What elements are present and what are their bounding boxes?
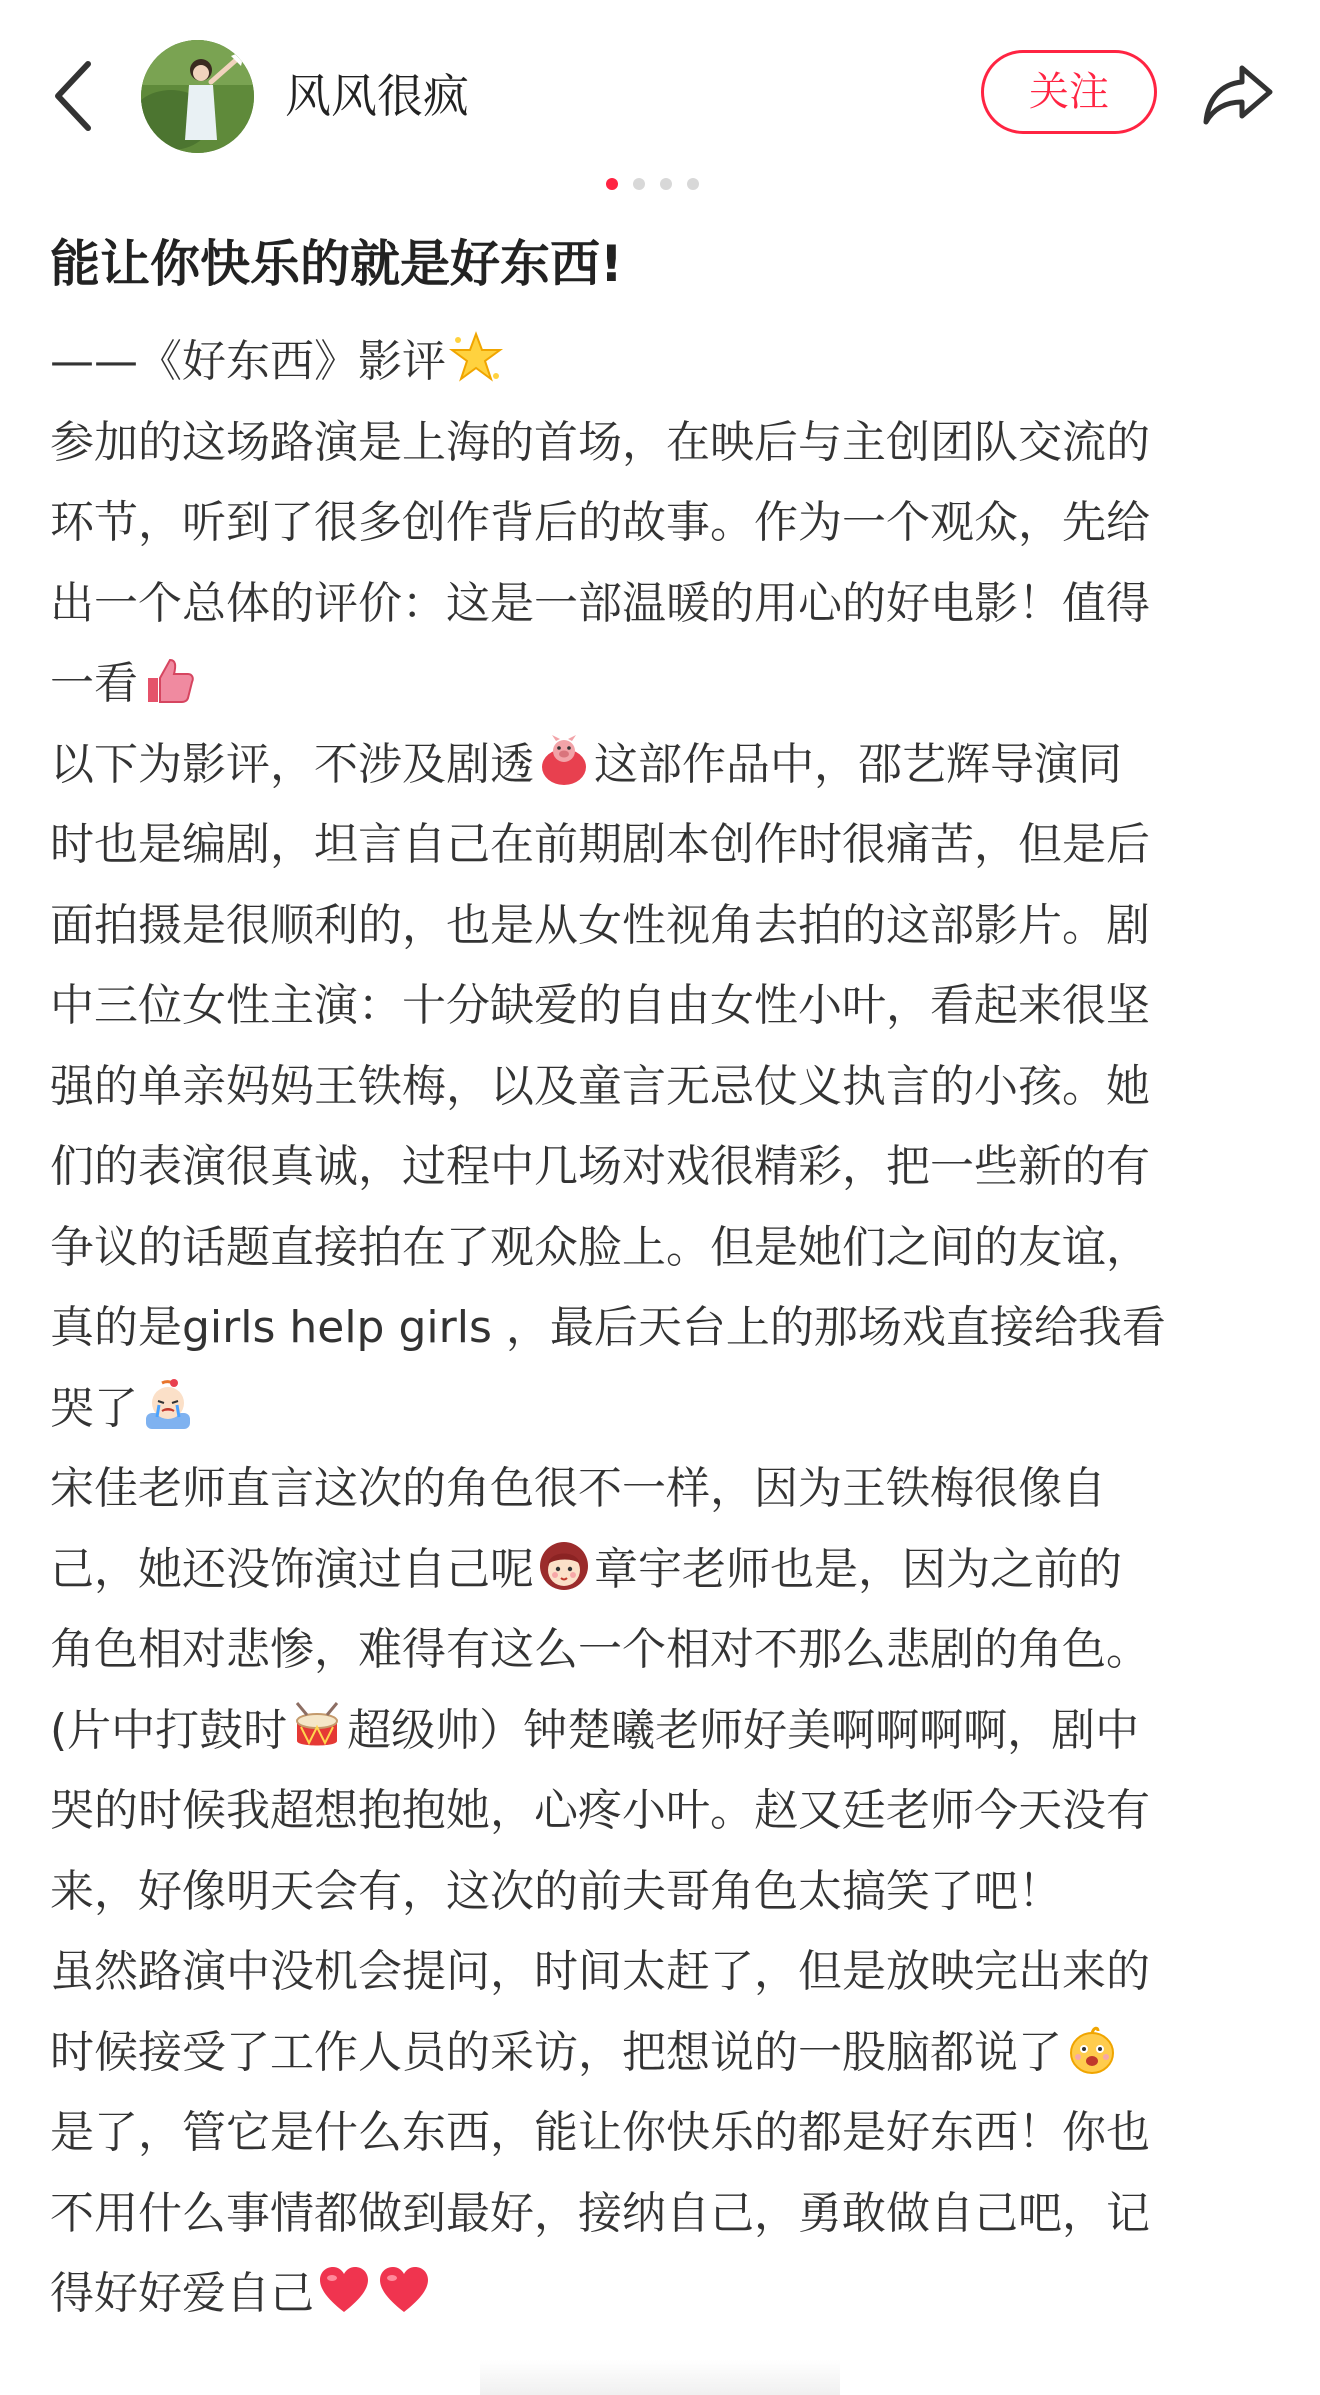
girl-emoji: [536, 1538, 592, 1594]
crying-emoji: [140, 1377, 196, 1433]
text-line: 虽然路演中没机会提问，时间太赶了，但是放映完出来的: [50, 1946, 1150, 1997]
share-icon[interactable]: [1198, 56, 1278, 136]
drum-emoji: [289, 1699, 345, 1755]
text-line: 角色相对悲惨，难得有这么一个相对不那么悲剧的角色。: [50, 1624, 1150, 1675]
carousel-indicator: [606, 178, 699, 190]
star-emoji: [448, 330, 504, 386]
heart-emoji: [376, 2262, 432, 2318]
text-line: [50, 2254, 1280, 2335]
surprised-emoji: [1064, 2021, 1120, 2077]
heart-emoji: [316, 2262, 372, 2318]
text-line: 们的表演很真诚，过程中几场对戏很精彩，把一些新的有: [50, 1141, 1150, 1192]
text-line: 来，好像明天会有，这次的前夫哥角色太搞笑了吧！: [50, 1865, 1062, 1917]
text-line: 不用什么事情都做到最好，接纳自己，勇敢做自己吧，记: [50, 2187, 1150, 2239]
text-span: 哭了: [50, 1382, 138, 1434]
text-line: 哭的时候我超想抱抱她，心疼小叶。赵又廷老师今天没有: [50, 1785, 1150, 1836]
pig-emoji: [536, 733, 592, 789]
bottom-fade: [480, 2360, 840, 2395]
text-line: 真的是girls help girls ，最后天台上的那场戏直接给我看: [50, 1302, 1166, 1353]
carousel-dot[interactable]: [660, 178, 672, 190]
text-line: [50, 644, 1280, 725]
text-line: 时也是编剧，坦言自己在前期剧本创作时很痛苦，但是后: [50, 819, 1150, 870]
text-line: 参加的这场路演是上海的首场，在映后与主创团队交流的: [50, 416, 1150, 468]
text-line: 争议的话题直接拍在了观众脸上。但是她们之间的友谊，: [50, 1221, 1150, 1273]
top-bar: [0, 0, 1320, 180]
text-span: 超级帅）钟楚曦老师好美啊啊啊啊，剧中: [347, 1704, 1140, 1756]
text-line: [50, 2013, 1280, 2094]
text-line: 环节，听到了很多创作背后的故事。作为一个观众，先给: [50, 497, 1150, 548]
text-line: 是了，管它是什么东西，能让你快乐的都是好东西！你也: [50, 2107, 1150, 2158]
text-line: 面拍摄是很顺利的，也是从女性视角去拍的这部影片。剧: [50, 899, 1150, 951]
text-span: 章宇老师也是，因为之前的: [594, 1543, 1122, 1595]
text-line: [50, 1369, 1280, 1450]
post-body: [50, 322, 1280, 2335]
text-line: [50, 1530, 1280, 1611]
text-span: ——《好东西》影评: [50, 336, 446, 387]
thumbs-up-emoji: [140, 652, 196, 708]
username[interactable]: 风风很疯: [285, 69, 469, 123]
carousel-dot[interactable]: [606, 178, 618, 190]
text-span: 这部作品中，邵艺辉导演同: [594, 738, 1122, 790]
text-span: 一看: [50, 658, 138, 709]
text-span: 得好好爱自己: [50, 2268, 314, 2319]
carousel-dot[interactable]: [687, 178, 699, 190]
carousel-dot[interactable]: [633, 178, 645, 190]
text-line: 强的单亲妈妈王铁梅，以及童言无忌仗义执言的小孩。她: [50, 1060, 1150, 1112]
follow-button[interactable]: 关注: [981, 50, 1157, 134]
text-span: 己，她还没饰演过自己呢: [50, 1543, 534, 1595]
text-span: (片中打鼓时: [50, 1704, 288, 1756]
back-arrow-icon[interactable]: [46, 56, 106, 136]
text-line: [50, 322, 1280, 403]
text-line: 宋佳老师直言这次的角色很不一样，因为王铁梅很像自: [50, 1463, 1106, 1514]
text-line: 出一个总体的评价：这是一部温暖的用心的好电影！值得: [50, 577, 1150, 629]
text-span: 时候接受了工作人员的采访，把想说的一股脑都说了: [50, 2026, 1062, 2078]
avatar[interactable]: [141, 40, 254, 153]
text-line: 中三位女性主演：十分缺爱的自由女性小叶，看起来很坚: [50, 980, 1150, 1031]
post-title: 能让你快乐的就是好东西!: [50, 235, 623, 293]
text-line: [50, 1691, 1280, 1772]
text-span: 以下为影评，不涉及剧透: [50, 738, 534, 790]
text-line: [50, 725, 1280, 806]
